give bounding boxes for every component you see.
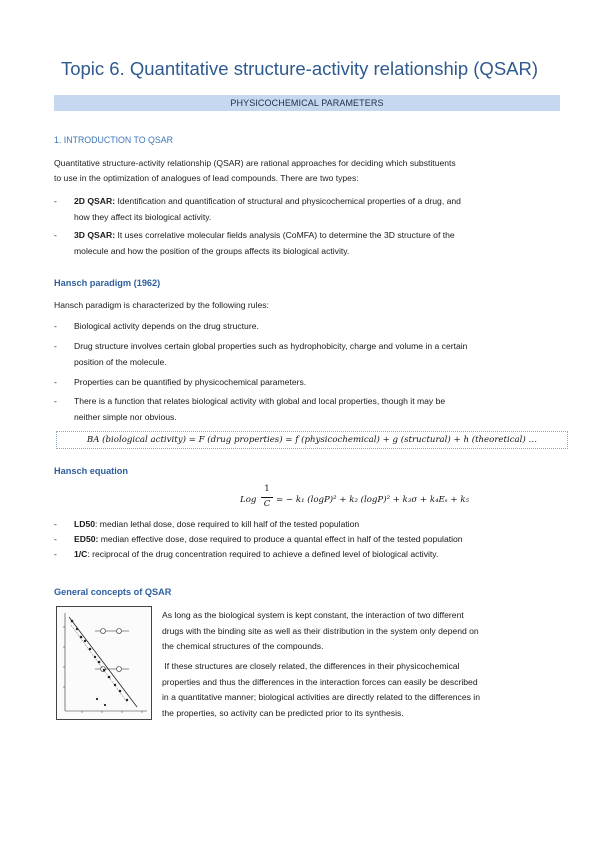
definition-ed50: - ED50: median effective dose, dose required to produce a quantal effect in half of the tested population: [54, 534, 463, 544]
intro-paragraph-line-2: to use in the optimization of analogues of lead compounds. There are two types:: [54, 173, 359, 183]
intro-paragraph-line-1: Quantitative structure-activity relationship (QSAR) are rational approaches for deciding which substituents: [54, 158, 456, 168]
concept-paragraph-2: If these structures are closely related, the differences in their physicochemical properties and thus the differences in the interaction forces can easily be described in a quantitative manner; biological activities are directly related to the differences in the properties, so activity can be predicted prior to its synthesis.: [162, 661, 480, 718]
general-concepts-heading: General concepts of QSAR: [54, 587, 172, 597]
rule-item: - Biological activity depends on the drug structure.: [54, 321, 259, 331]
section-header-bar: PHYSICOCHEMICAL PARAMETERS: [54, 95, 560, 111]
definition-ld50: - LD50: median lethal dose, dose required to kill half of the tested population: [54, 519, 360, 529]
scatter-plot-image: [57, 607, 151, 719]
list-bullet: -: [54, 196, 57, 206]
hansch-paradigm-heading: Hansch paradigm (1962): [54, 278, 161, 288]
concept-paragraph-1: As long as the biological system is kept constant, the interaction of two different drugs with the binding site as well as their distribution in the system only depend on the chemical structures of the compounds.: [162, 610, 479, 651]
hansch-equation-heading: Hansch equation: [54, 466, 129, 476]
list-item-3d-qsar: [54, 228, 560, 260]
rule-item: - Properties can be quantified by physicochemical parameters.: [54, 377, 307, 387]
qsar-scatter-figure: [56, 606, 152, 720]
term-3d-qsar: 3D QSAR:: [74, 230, 116, 240]
rule-item: - There is a function that relates biological activity with global and local properties, though it may be neither simple nor obvious.: [54, 396, 446, 422]
page-title: Topic 6. Quantitative structure-activity relationship (QSAR): [60, 58, 539, 79]
term-2d-qsar: 2D QSAR:: [74, 196, 116, 206]
intro-heading: 1. INTRODUCTION TO QSAR: [54, 135, 173, 145]
list-item-2d-qsar: [54, 194, 560, 226]
hansch-paradigm-formula: BA (biological activity) = F (drug properties) = f (physicochemical) + g (structural) + h (theoretical) …: [56, 431, 568, 449]
list-item-text: 3D QSAR: It uses correlative molecular fields analysis (CoMFA) to determine the 3D structure of the molecule and how the position of the groups affects its biological activity.: [74, 230, 455, 256]
definition-1c: - 1/C: reciprocal of the drug concentration required to achieve a defined level of biological activity.: [54, 549, 439, 559]
list-bullet: -: [54, 230, 57, 240]
hansch-paradigm-intro: Hansch paradigm is characterized by the following rules:: [54, 300, 269, 310]
list-item-text: 2D QSAR: Identification and quantification of structural and physicochemical properties of a drug, and how they affect its biological activity.: [74, 196, 461, 222]
hansch-equation: Log 1 C = − k₁ (logP)² + k₂ (logP)² + k₃σ + k₄Eₛ + k₅: [240, 484, 469, 509]
rule-item: - Drug structure involves certain global properties such as hydrophobicity, charge and volume in a certain position of the molecule.: [54, 341, 468, 367]
